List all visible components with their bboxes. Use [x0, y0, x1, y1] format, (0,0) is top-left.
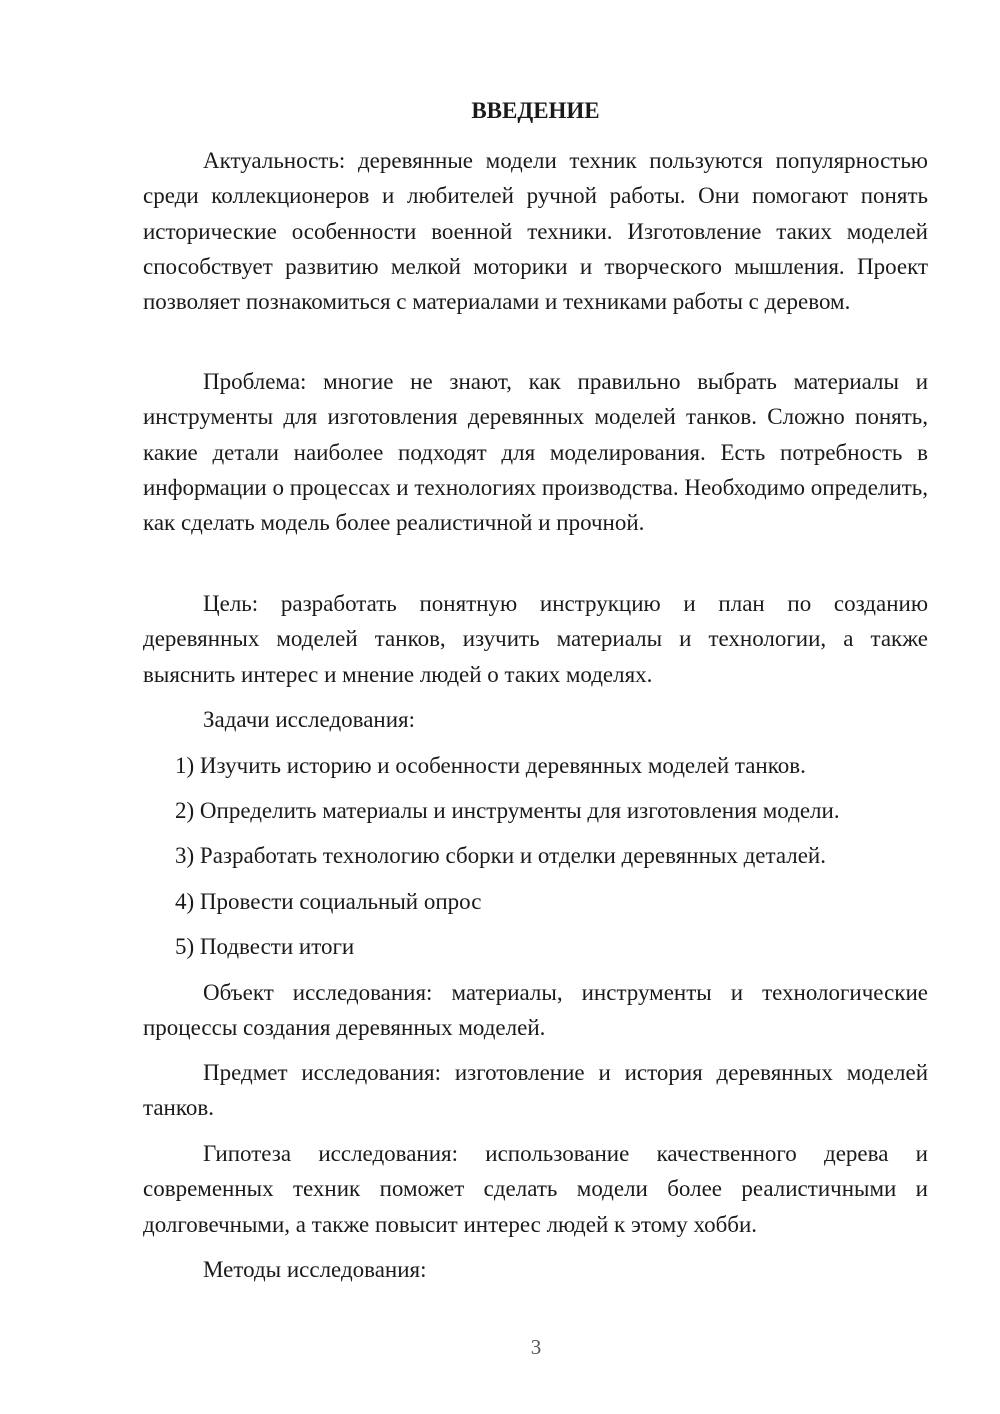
task-item-1: 1) Изучить историю и особенности деревянных моделей танков.: [175, 753, 806, 778]
methods-heading: Методы исследования:: [203, 1257, 427, 1282]
task-item-3: 3) Разработать технологию сборки и отделки деревянных деталей.: [175, 843, 826, 868]
task-item-4: 4) Провести социальный опрос: [175, 889, 482, 914]
object-paragraph: Объект исследования: материалы, инструменты и технологические процессы создания деревянных моделей.: [143, 980, 928, 1041]
problem-paragraph: Проблема: многие не знают, как правильно выбрать материалы и инструменты для изготовления деревянных моделей танков. Сложно понять, какие детали наиболее подходят для моделирования. Есть потребность в информации о процессах и технологиях производства. Необходимо определить, как сделать модель более реалистичной и прочной.: [143, 369, 928, 536]
hypothesis-paragraph: Гипотеза исследования: использование качественного дерева и современных техник поможет сделать модели более реалистичными и долговечными, а также повысит интерес людей к этому хобби.: [143, 1141, 928, 1237]
subject-paragraph: Предмет исследования: изготовление и история деревянных моделей танков.: [143, 1060, 928, 1121]
goal-paragraph: Цель: разработать понятную инструкцию и план по созданию деревянных моделей танков, изучить материалы и технологии, а также выяснить интерес и мнение людей о таких моделях.: [143, 591, 928, 687]
task-item-2: 2) Определить материалы и инструменты для изготовления модели.: [175, 798, 840, 823]
relevance-paragraph: Актуальность: деревянные модели техник пользуются популярностью среди коллекционеров и любителей ручной работы. Они помогают понять исторические особенности военной техники. Изготовление таких моделей способствует развитию мелкой моторики и творческого мышления. Проект позволяет познакомиться с материалами и техниками работы с деревом.: [143, 148, 928, 315]
page-number: 3: [530, 1335, 542, 1359]
tasks-heading: Задачи исследования:: [203, 707, 416, 732]
section-title: ВВЕДЕНИЕ: [471, 98, 600, 123]
task-item-5: 5) Подвести итоги: [175, 934, 355, 959]
